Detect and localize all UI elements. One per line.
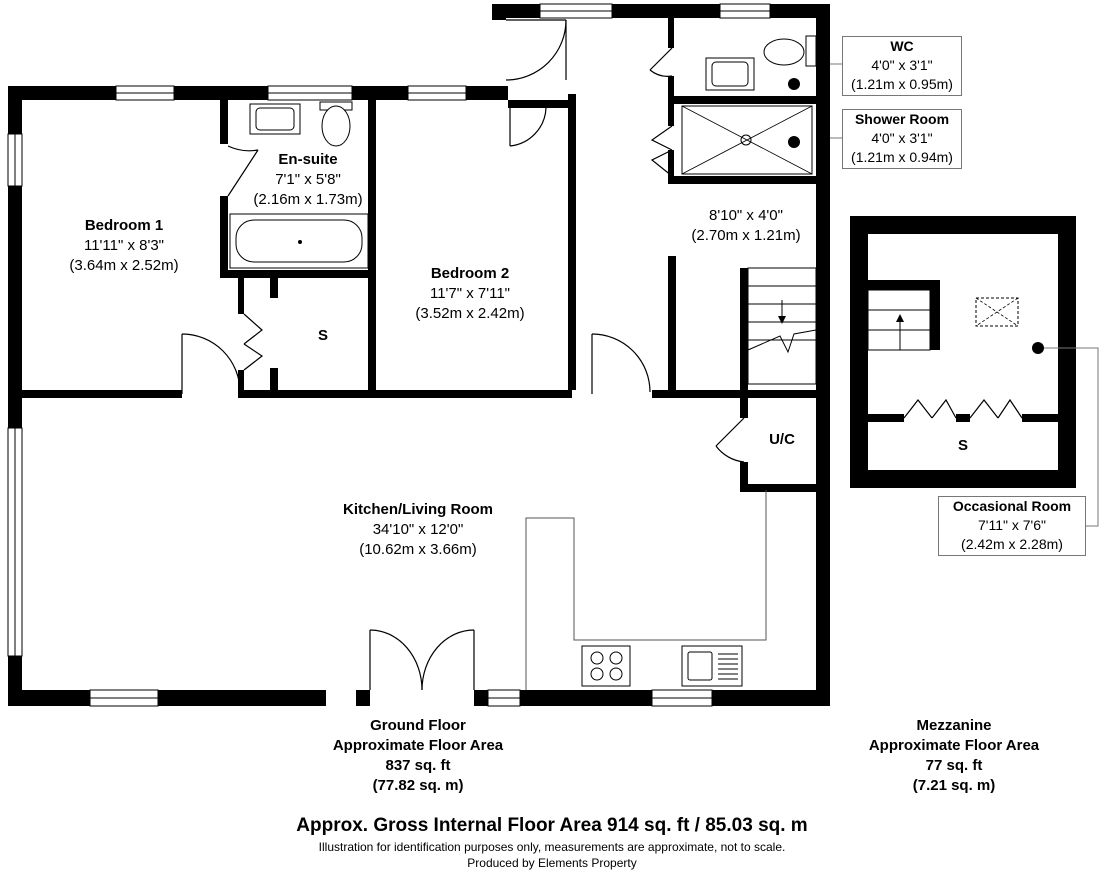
hall-metric: (2.70m x 1.21m) xyxy=(691,227,801,244)
outer-wall-bottom-k3 xyxy=(712,690,830,706)
wall-wc-left xyxy=(668,18,674,48)
bedroom1-name: Bedroom 1 xyxy=(84,217,164,234)
bedroom2-name: Bedroom 2 xyxy=(430,265,510,282)
mezz-partition-r xyxy=(1022,414,1060,422)
ensuite-label xyxy=(246,150,370,210)
outer-wall-right xyxy=(816,4,830,706)
wall-hall-kitchen xyxy=(652,390,830,398)
hall-label xyxy=(682,206,810,246)
uc-label: U/C xyxy=(769,431,795,448)
mezz-partition-l xyxy=(868,414,904,422)
outer-wall-bottom-stub xyxy=(356,690,370,706)
occasional-name: Occasional Room xyxy=(952,498,1072,514)
bedroom2-label xyxy=(402,264,538,324)
shower-name: Shower Room xyxy=(854,111,950,127)
hob-icon xyxy=(582,646,630,686)
occasional-metric: (2.42m x 2.28m) xyxy=(961,536,1063,552)
wall-ensuite-bed2 xyxy=(368,100,376,398)
ensuite-metric: (2.16m x 1.73m) xyxy=(253,191,363,208)
wall-shower-bottom xyxy=(668,176,830,184)
mezz-wall-top xyxy=(850,216,1076,234)
wall-store-left3 xyxy=(270,368,278,390)
mezz-partition-m xyxy=(956,414,970,422)
wall-hall-left xyxy=(668,256,676,398)
wall-ensuite-bottom xyxy=(220,270,376,278)
wc-imperial: 4'0" x 3'1" xyxy=(871,57,933,73)
mezz-store-label: S xyxy=(957,437,968,454)
kitchen-imperial: 34'10" x 12'0" xyxy=(372,521,464,538)
shower-metric: (1.21m x 0.94m) xyxy=(851,149,953,165)
wall-bed2-top-stub xyxy=(568,94,576,114)
mezz-wall-bottom xyxy=(850,470,1076,488)
wall-store-kitchen xyxy=(244,390,572,398)
ensuite-imperial: 7'1" x 5'8" xyxy=(275,171,341,188)
mezzanine-sqft: 77 sq. ft xyxy=(925,757,983,774)
outer-wall-bottom-k1 xyxy=(474,690,488,706)
wall-store-left2 xyxy=(270,278,278,298)
mezzanine-caption xyxy=(840,716,1068,796)
store-label: S xyxy=(317,327,328,344)
kitchen-name: Kitchen/Living Room xyxy=(343,501,493,518)
outer-wall-top-b2 xyxy=(466,86,508,100)
wall-bedroom-kitchen xyxy=(22,390,182,398)
outer-wall-top-b1 xyxy=(174,86,268,100)
mezz-wall-left xyxy=(850,216,868,488)
wall-uc-left xyxy=(740,398,748,418)
mezz-stair-wall-top xyxy=(866,280,940,290)
mezz-wall-right xyxy=(1058,216,1076,488)
bedroom1-metric: (3.64m x 2.52m) xyxy=(69,257,179,274)
ground-floor-sqft: 837 sq. ft xyxy=(385,757,451,774)
wc-callout xyxy=(842,36,962,96)
ground-floor-caption xyxy=(304,716,532,796)
wall-stair-left xyxy=(740,268,748,390)
mezzanine-title: Mezzanine xyxy=(916,717,992,734)
ground-floor-title: Ground Floor xyxy=(370,717,466,734)
wc-metric: (1.21m x 0.95m) xyxy=(851,76,953,92)
hall-imperial: 8'10" x 4'0" xyxy=(709,207,783,224)
ground-floor-sqm: (77.82 sq. m) xyxy=(372,777,464,794)
wall-bed1-ensuite-low xyxy=(220,196,228,272)
ensuite-name: En-suite xyxy=(278,151,338,168)
outer-wall-top-notch xyxy=(492,4,506,20)
bedroom1-imperial: 11'11" x 8'3" xyxy=(83,237,165,254)
occasional-room-callout xyxy=(938,496,1086,556)
occasional-imperial: 7'11" x 7'6" xyxy=(978,517,1046,533)
mezzanine-subtitle: Approximate Floor Area xyxy=(868,737,1040,754)
shower-callout xyxy=(842,109,962,169)
wall-wc-shower xyxy=(668,96,830,104)
wall-store-left xyxy=(238,278,244,314)
outer-wall-top-left xyxy=(8,86,116,100)
bedroom2-metric: (3.52m x 2.42m) xyxy=(415,305,525,322)
outer-wall-bottom-mid xyxy=(158,690,326,706)
wc-toilet-icon xyxy=(806,36,816,66)
bedroom2-imperial: 11'7" x 7'11" xyxy=(429,285,511,302)
mezz-stair-wall xyxy=(930,280,940,350)
outer-wall-bottom-k2 xyxy=(520,690,652,706)
wall-bed2-right xyxy=(568,100,576,390)
gross-area-heading: Approx. Gross Internal Floor Area 914 sq. ft / 85.03 sq. m xyxy=(296,815,808,836)
mezzanine-sqm: (7.21 sq. m) xyxy=(912,777,996,794)
wc-name: WC xyxy=(890,38,914,54)
kitchen-metric: (10.62m x 3.66m) xyxy=(359,541,477,558)
ground-floor-subtitle: Approximate Floor Area xyxy=(332,737,504,754)
bedroom1-label xyxy=(56,216,192,276)
producer-text: Produced by Elements Property xyxy=(467,856,637,870)
wall-uc-bottom xyxy=(740,484,830,492)
disclaimer-text: Illustration for identification purposes only, measurements are approximate, not to scale. xyxy=(318,840,786,854)
outer-wall-top-mid xyxy=(352,86,408,100)
kitchen-label xyxy=(318,500,518,560)
outer-wall-bottom-left xyxy=(8,690,90,706)
wall-bed1-ensuite xyxy=(220,100,228,144)
shower-imperial: 4'0" x 3'1" xyxy=(871,130,933,146)
wall-bed2-top xyxy=(508,100,576,108)
